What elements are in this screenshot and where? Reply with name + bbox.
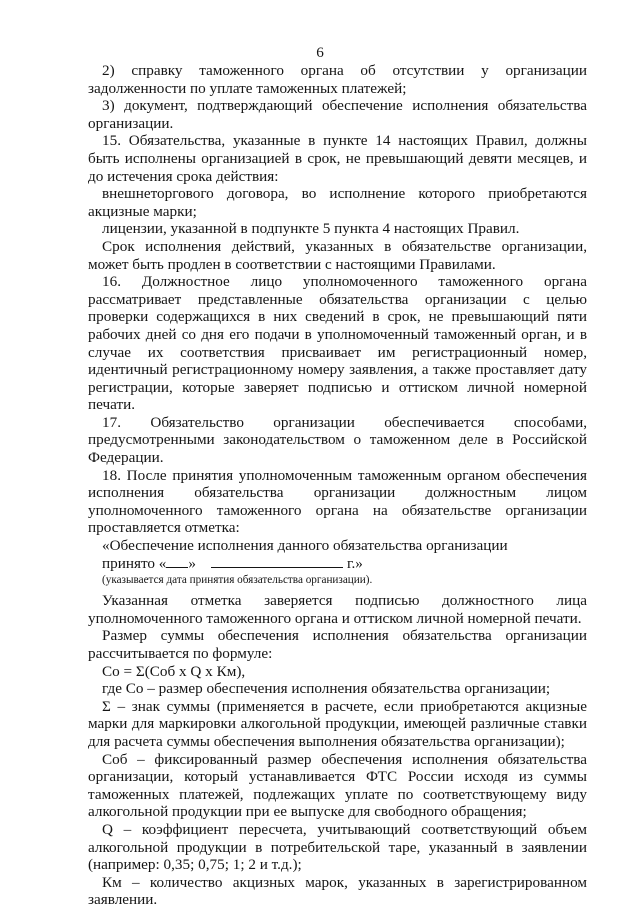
mark-date-line [88,555,587,573]
paragraph-foreign-trade-contract: внешнеторгового договора, во исполнение которого приобретаются акцизные марки; [88,185,587,220]
month-year-blank [211,555,343,568]
definition-sob: Соб – фиксированный размер обеспечения исполнения обязательства организации, который устанавливается ФТС России исходя из суммы таможенных платежей, подлежащих уплате по соответствующему виду алкогольной продукции при ее выпуске для свободного обращения; [88,750,587,821]
mark-quote-close: » [188,554,196,572]
mark-date-note: (указывается дата принятия обязательства организации). [102,574,373,587]
definition-q: Q – коэффициент пересчета, учитывающий соответствующий объем алкогольной продукции в потребительской таре, указанный в заявлении (например: 0,35; 0,75; 1; 2 и т.д.); [88,820,587,874]
page-number: 6 [316,44,324,61]
paragraph-mark-certification: Указанная отметка заверяется подписью должностного лица уполномоченного таможенного органа и оттиском личной номерной печати. [88,592,587,627]
paragraph-formula-intro: Размер суммы обеспечения исполнения обязательства организации рассчитывается по формуле: [88,627,587,662]
paragraph-license: лицензии, указанной в подпункте 5 пункта 4 настоящих Правил. [102,220,520,238]
mark-accepted-label: принято « [102,554,167,572]
definition-co: где Со – размер обеспечения исполнения обязательства организации; [102,680,551,698]
paragraph-certificate: 2) справку таможенного органа об отсутствии у организации задолженности по уплате таможенных платежей; [88,62,587,97]
document-body [88,62,587,909]
paragraph-guarantee-document: 3) документ, подтверждающий обеспечение исполнения обязательства организации. [88,97,587,132]
paragraph-clause-17: 17. Обязательство организации обеспечивается способами, предусмотренными законодательством о таможенном деле в Российской Федерации. [88,413,587,467]
paragraph-extension: Срок исполнения действий, указанных в обязательстве организации, может быть продлен в соответствии с настоящими Правилами. [88,237,587,273]
definition-km: Км – количество акцизных марок, указанных в зарегистрированном заявлении. [88,873,587,909]
paragraph-clause-15: 15. Обязательства, указанные в пункте 14 настоящих Правил, должны быть исполнены организацией в срок, не превышающий девяти месяцев, и до истечения срока действия: [88,132,587,185]
paragraph-clause-18: 18. После принятия уполномоченным таможенным органом обеспечения исполнения обязательства организации должностным лицом уполномоченного таможенного органа на обязательстве организации проставляется отметка: [88,466,587,537]
formula: Со = Σ(Соб x Q x Км), [102,662,246,680]
day-blank [166,555,188,568]
paragraph-clause-16: 16. Должностное лицо уполномоченного таможенного органа рассматривает представленные обязательства организации с целью проверки содержащихся в них сведений в срок, не превышающий пяти рабочих дней со дня его подачи в уполномоченный таможенный орган, и в случае их соответствия присваивает им регистрационный номер, идентичный регистрационному номеру заявления, а также проставляет дату регистрации, которые заверяет подписью и оттиском личной номерной печати. [88,273,587,414]
definition-sigma: Σ – знак суммы (применяется в расчете, если приобретаются акцизные марки для маркировки алкогольной продукции, имеющей различные ставки для расчета суммы обеспечения выполнения обязательства организации); [88,697,587,750]
mark-year-suffix: г.» [346,554,363,572]
mark-text-line: «Обеспечение исполнения данного обязательства организации [102,537,508,555]
